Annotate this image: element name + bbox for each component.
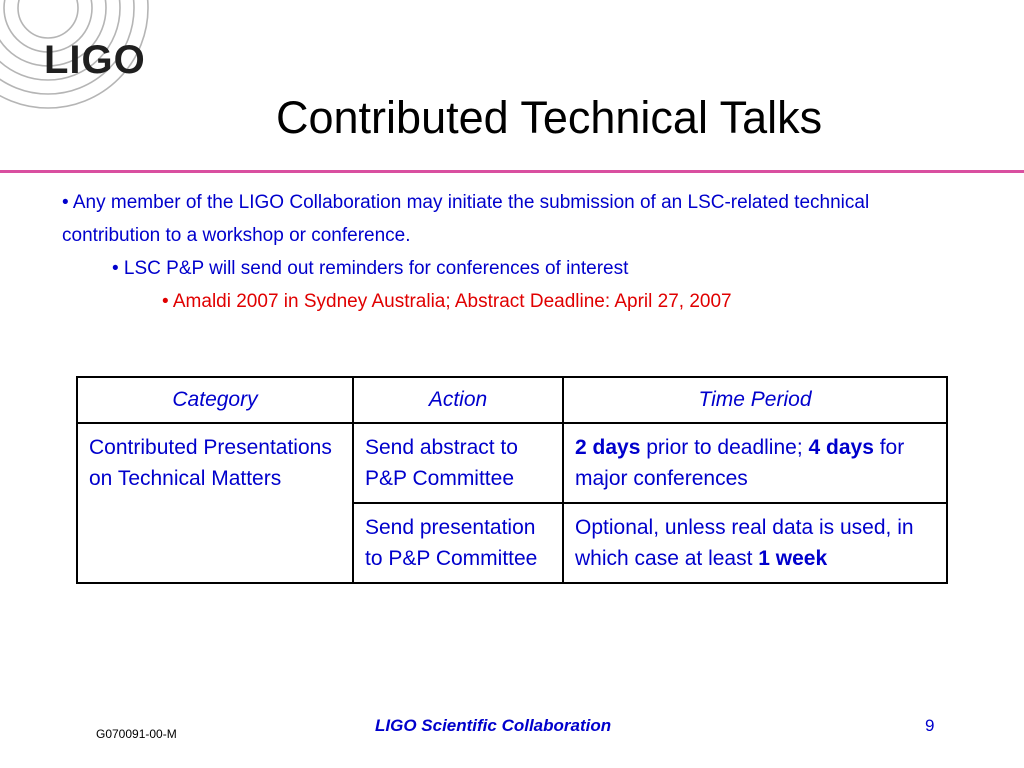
category-cell: Contributed Presentations on Technical Matters (77, 423, 353, 583)
footer-organization: LIGO Scientific Collaboration (375, 716, 612, 735)
action-cell: Send abstract to P&P Committee (353, 423, 563, 503)
document-code: G070091-00-M (96, 727, 177, 741)
slide-title: Contributed Technical Talks (276, 92, 823, 143)
title-divider (0, 170, 1024, 173)
sub-bullet-item: • LSC P&P will send out reminders for conferences of interest (112, 258, 629, 279)
action-cell: Send presentation to P&P Committee (353, 503, 563, 583)
table-row (77, 423, 947, 503)
period-text: Optional, unless real data is used, in which case at least (575, 516, 914, 570)
table-header-row (77, 377, 947, 423)
contribution-table (76, 376, 948, 584)
period-text: prior to deadline; (640, 436, 809, 459)
emphasis-text: 1 week (758, 547, 828, 570)
ligo-logo: LIGO (44, 38, 146, 82)
emphasis-text: 4 days (808, 436, 874, 459)
emphasis-text: 2 days (575, 436, 641, 459)
column-header-action: Action (353, 377, 563, 423)
time-period-cell (563, 423, 947, 503)
page-number: 9 (925, 716, 935, 735)
column-header-time-period: Time Period (563, 377, 947, 423)
bullet-item: • Any member of the LIGO Collaboration may initiate the submission of an LSC-related technical contribution to a workshop or conference. (62, 192, 870, 246)
bullet-list (62, 186, 962, 318)
column-header-category: Category (77, 377, 353, 423)
time-period-cell (563, 503, 947, 583)
sub-sub-bullet-item: • Amaldi 2007 in Sydney Australia; Abstract Deadline: April 27, 2007 (162, 291, 732, 312)
period-text: for major conferences (575, 436, 905, 490)
